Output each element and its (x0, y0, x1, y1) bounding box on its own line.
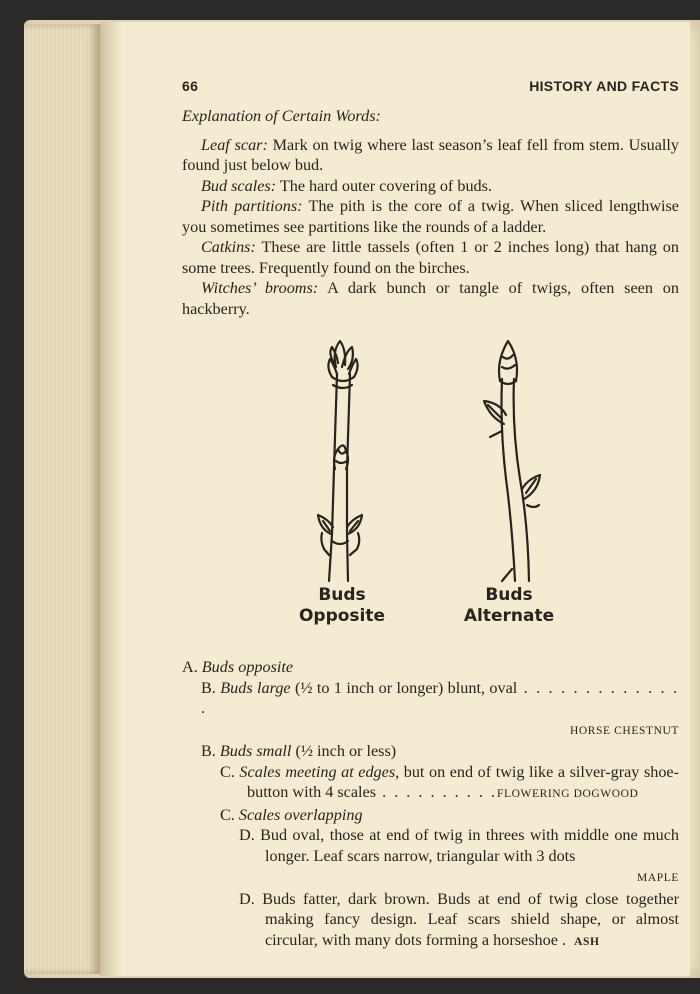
key-entry-body (239, 825, 679, 866)
key-label: D. (239, 889, 255, 908)
key-label: B. (201, 742, 216, 760)
definition-text: A dark bunch or tangle of twigs, often seen on hackberry. (182, 279, 679, 318)
page-number: 66 (182, 78, 199, 94)
caption-buds-alternate (444, 585, 574, 627)
key-entry-c-overlapping (182, 805, 679, 826)
key-text: Bud oval, those at end of twig in threes with middle one much longer. Leaf scars narrow, triangular with 3 dots (254, 826, 679, 865)
result-name: HORSE CHESTNUT (569, 724, 679, 737)
definition-term: Witches’ brooms: (201, 279, 319, 297)
alternate-twig-icon (484, 341, 540, 581)
key-entry-d-ash (182, 889, 679, 953)
running-title: HISTORY AND FACTS (529, 78, 679, 94)
running-header (182, 76, 679, 98)
key-entry-body (239, 889, 679, 953)
definition-term: Catkins: (201, 238, 256, 256)
definition-bud-scales (182, 176, 679, 197)
key-result-maple (182, 866, 679, 889)
key-italic-text: Buds small (219, 742, 292, 760)
key-italic-text: Buds large (220, 678, 291, 697)
page-edges (24, 24, 100, 974)
definition-term: Pith partitions: (201, 197, 303, 215)
key-label: D. (239, 826, 255, 844)
page-content (182, 76, 679, 952)
result-name: FLOWERING DOGWOOD (496, 788, 639, 800)
definition-catkins (182, 237, 679, 278)
definition-leaf-scar (182, 135, 679, 176)
result-name: ASH (574, 935, 600, 948)
key-entry-c-edges (182, 762, 679, 805)
definition-text: These are little tassels (often 1 or 2 inches long) that hang on some trees. Frequently found on the birches. (182, 238, 679, 277)
key-text: Buds opposite (201, 658, 294, 676)
key-entry-d-maple (182, 825, 679, 866)
key-italic-text: Scales overlapping (238, 805, 363, 824)
key-label: C. (220, 805, 235, 824)
key-entry-b-large (182, 678, 679, 719)
leader-dots: . (557, 930, 566, 949)
caption-line: Alternate (463, 606, 555, 626)
caption-line: Opposite (298, 606, 386, 626)
key-label: C. (220, 762, 235, 781)
key-text: but on end of twig like a silver-gray shoe-button with 4 scales (247, 762, 680, 801)
key-result-horse-chestnut (182, 719, 679, 742)
key-italic-text: Scales meeting at edges, (239, 762, 400, 781)
key-label: B. (201, 678, 216, 697)
gutter-shadow (100, 22, 122, 976)
definition-pith-partitions (182, 196, 679, 237)
twig-illustration (182, 319, 679, 657)
result-name: MAPLE (637, 872, 679, 884)
caption-buds-opposite (277, 585, 407, 627)
key-entry-a (182, 657, 679, 678)
buds-figure (182, 319, 679, 657)
definition-witches-brooms (182, 278, 679, 319)
key-text: (½ inch or less) (291, 742, 397, 760)
key-text: Buds fatter, dark brown. Buds at end of twig close together making fancy design. Leaf scars shield shape, or almost circular, with many dots forming a horseshoe (254, 889, 679, 949)
leader-dots: . . . . . . . . . . . . . . (201, 678, 680, 717)
key-entry-body (220, 762, 679, 805)
definition-text: The pith is the core of a twig. When sliced lengthwise you sometimes see partitions like the rounds of a ladder. (182, 197, 679, 236)
definition-term: Bud scales: (201, 176, 277, 195)
definition-term: Leaf scar: (201, 135, 268, 154)
key-entry-b-small (182, 741, 679, 762)
key-label: A. (182, 658, 198, 676)
section-title: Explanation of Certain Words: (182, 107, 381, 125)
opposite-twig-icon (318, 341, 362, 581)
key-text: (½ to 1 inch or longer) blunt, oval (290, 678, 518, 697)
leader-dots: . . . . . . . . . . (376, 783, 497, 801)
caption-line: Buds (485, 585, 533, 605)
caption-line: Buds (318, 585, 366, 605)
definition-text: Mark on twig where last season’s leaf fell from stem. Usually found just below bud. (182, 135, 679, 174)
definition-text: The hard outer covering of buds. (276, 176, 493, 195)
identification-key (182, 657, 679, 952)
